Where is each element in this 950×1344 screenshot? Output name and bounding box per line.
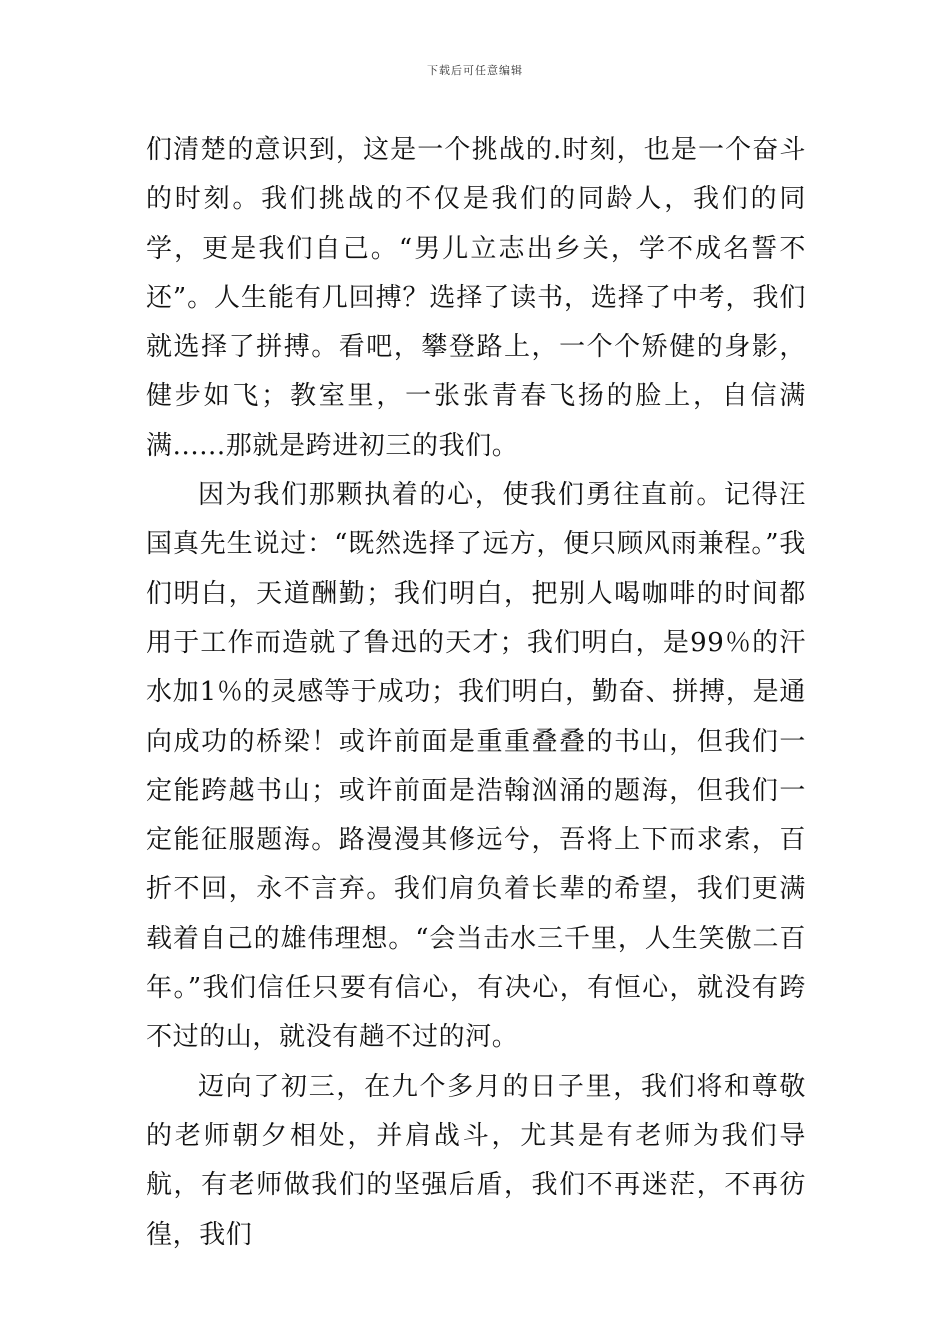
document-body <box>146 126 806 1260</box>
paragraph-3: 迈向了初三，在九个多月的日子里，我们将和尊敬的老师朝夕相处，并肩战斗，尤其是有老师为我们导航，有老师做我们的坚强后盾，我们不再迷茫，不再彷徨，我们 <box>146 1071 806 1250</box>
paragraph-2: 因为我们那颗执着的心，使我们勇往直前。记得汪国真先生说过：“既然选择了远方，便只顾风雨兼程。”我们明白，天道酬勤；我们明白，把别人喝咖啡的时间都用于工作而造就了鲁迅的天才；我们明白，是99％的汗水加1％的灵感等于成功；我们明白，勤奋、拼搏，是通向成功的桥梁！或许前面是重重叠叠的书山，但我们一定能跨越书山；或许前面是浩翰汹涌的题海，但我们一定能征服题海。路漫漫其修远兮，吾将上下而求索，百折不回，永不言弃。我们肩负着长辈的希望，我们更满载着自己的雄伟理想。“会当击水三千里，人生笑傲二百年。”我们信任只要有信心，有决心，有恒心，就没有跨不过的山，就没有趟不过的河。 <box>146 480 806 1053</box>
page-header-note: 下载后可任意编辑 <box>427 64 523 77</box>
paragraph-1: 们清楚的意识到，这是一个挑战的.时刻，也是一个奋斗的时刻。我们挑战的不仅是我们的同龄人，我们的同学，更是我们自己。“男儿立志出乡关，学不成名誓不还”。人生能有几回搏？选择了读书，选择了中考，我们就选择了拼搏。看吧，攀登路上，一个个矫健的身影，健步如飞；教室里，一张张青春飞扬的脸上，自信满满......那就是跨进初三的我们。 <box>146 135 806 461</box>
